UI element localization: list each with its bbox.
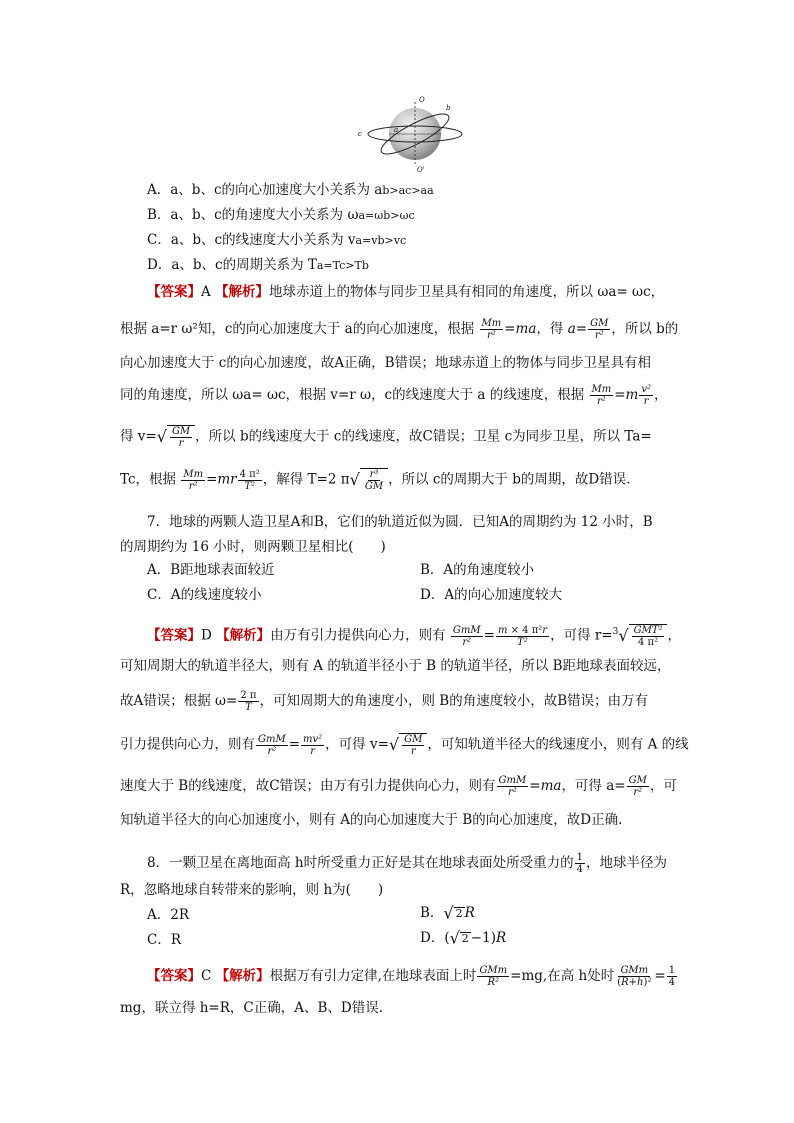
q6-analysis-line-6: Tc，根据 $\frac{Mm}{\text{r²}}$ =mr $\frac{\text{4 π²}}{\text{T²}}$ ，解得 T=2 π√ $\frac{\text{r³}}{GM}$ ，所以 c的周期大于 b的周期，故D错误. [120,468,631,492]
q7-analysis-line-1: 【答案】D 【解析】由万有引力提供向心力，则有 $\frac{\text{GmM}}{\text{r²}}$ = $\frac{\text{m × 4 π²r}}{\text{T²}}$ ，可得 r=$^3$√ $\frac{\text{GMT²}}{\text{4 π²}}$ ， [147,624,681,648]
q7-option-d: D．A的向心加速度较大 [420,587,563,603]
q7-option-b: B．A的角速度较小 [420,562,535,578]
q7-stem-1: 7．地球的两颗人造卫星A和B，它们的轨道近似为圆．已知A的周期约为 12 小时，B [147,514,653,530]
q6-analysis-line-1: 【答案】A 【解析】地球赤道上的物体与同步卫星具有相同的角速度，所以 ωa= ωc， [147,284,665,300]
q8-stem-2: R，忽略地球自转带来的影响，则 h为( ) [120,882,384,898]
label-c: c [358,130,362,138]
q7-option-a: A．B距地球表面较近 [147,562,275,578]
q8-option-b: B．√ 2 R [420,903,475,923]
q8-stem-1: 8．一颗卫星在离地面高 h时所受重力正好是其在地球表面处所受重力的 $\frac{1}{4}$ ，地球半径为 [147,852,667,875]
q8-option-c: C．R [147,932,181,948]
q8-analysis-line-2: mg，联立得 h=R，C正确，A、B、D错误. [120,1000,384,1016]
label-b: b [446,104,451,112]
analysis-tag: 【解析】 [215,284,270,300]
q7-analysis-line-6: 知轨道半径大的向心加速度小，则有 A的向心加速度大于 B的向心加速度，故D正确. [120,812,623,828]
q8-option-d: D．(√ 2 −1)R [420,928,507,948]
q6-analysis-line-5: 得 v=√ $\frac{GM}{r}$ ，所以 b的线速度大于 c的线速度，故C错误；卫星 c为同步卫星，所以 Ta= [120,426,652,449]
earth-orbit-figure [356,92,474,174]
q7-option-c: C．A的线速度较小 [147,587,262,603]
q6-analysis-line-3: 向心加速度大于 c的向心加速度，故A正确，B错误；地球赤道上的物体与同步卫星具有相 [120,355,652,371]
label-a: a [394,126,399,134]
q8-analysis-line-1: 【答案】C 【解析】根据万有引力定律,在地球表面上时 $\frac{\text{GMm}}{\text{R²}}$ =mg,在高 h处时 $\frac{\text{GMm}}{\text{(R+h)²}}$ = $\frac{1}{4}$ [147,965,676,988]
label-o: O [419,96,425,104]
q8-option-a: A．2R [147,907,190,923]
q6-analysis-line-2: 根据 a=r ω²知，c的向心加速度大于 a的向心加速度，根据 $\frac{Mm}{\text{r²}}$ =ma，得 a= $\frac{GM}{\text{r²}}$ ，所以 b的 [120,318,679,341]
q7-analysis-line-4: 引力提供向心力，则有 $\frac{\text{GmM}}{\text{r²}}$ = $\frac{\text{mv²}}{r}$ ，可得 v=√ $\frac{GM}{r}$ ，可知轨道半径大的线速度小，则有 A 的线 [120,733,689,757]
q6-analysis-line-4: 同的角速度，所以 ωa= ωc，根据 v=r ω，c的线速度大于 a 的线速度，根据 $\frac{Mm}{\text{r²}}$ =m $\frac{\text{v²}}{r}$ ， [120,384,668,407]
q7-analysis-line-5: 速度大于 B的线速度，故C错误；由万有引力提供向心力，则有 $\frac{\text{GmM}}{\text{r²}}$ =ma，可得 a= $\frac{GM}{\text{r²}}$ ，可 [120,775,677,798]
q6-option-a: A．a、b、c的向心加速度大小关系为 ab>ac>aa [147,182,434,198]
q6-option-d: D．a、b、c的周期关系为 Ta=Tc>Tb [147,257,369,273]
q6-option-c: C．a、b、c的线速度大小关系为 va=vb>vc [147,232,407,248]
q7-analysis-line-2: 可知周期大的轨道半径大，则有 A 的轨道半径小于 B 的轨道半径，所以 B距地球表面较远， [120,658,671,674]
answer-tag: 【答案】 [147,284,201,300]
q6-option-b: B．a、b、c的角速度大小关系为 ωa=ωb>ωc [147,207,415,223]
label-o2: O' [417,166,425,174]
q7-stem-2: 的周期约为 16 小时，则两颗卫星相比( ) [120,539,386,555]
q7-analysis-line-3: 故A错误；根据 ω= $\frac{2 \pi}{T}$ ，可知周期大的角速度小，则 B的角速度较小，故B错误；由万有 [120,690,649,713]
